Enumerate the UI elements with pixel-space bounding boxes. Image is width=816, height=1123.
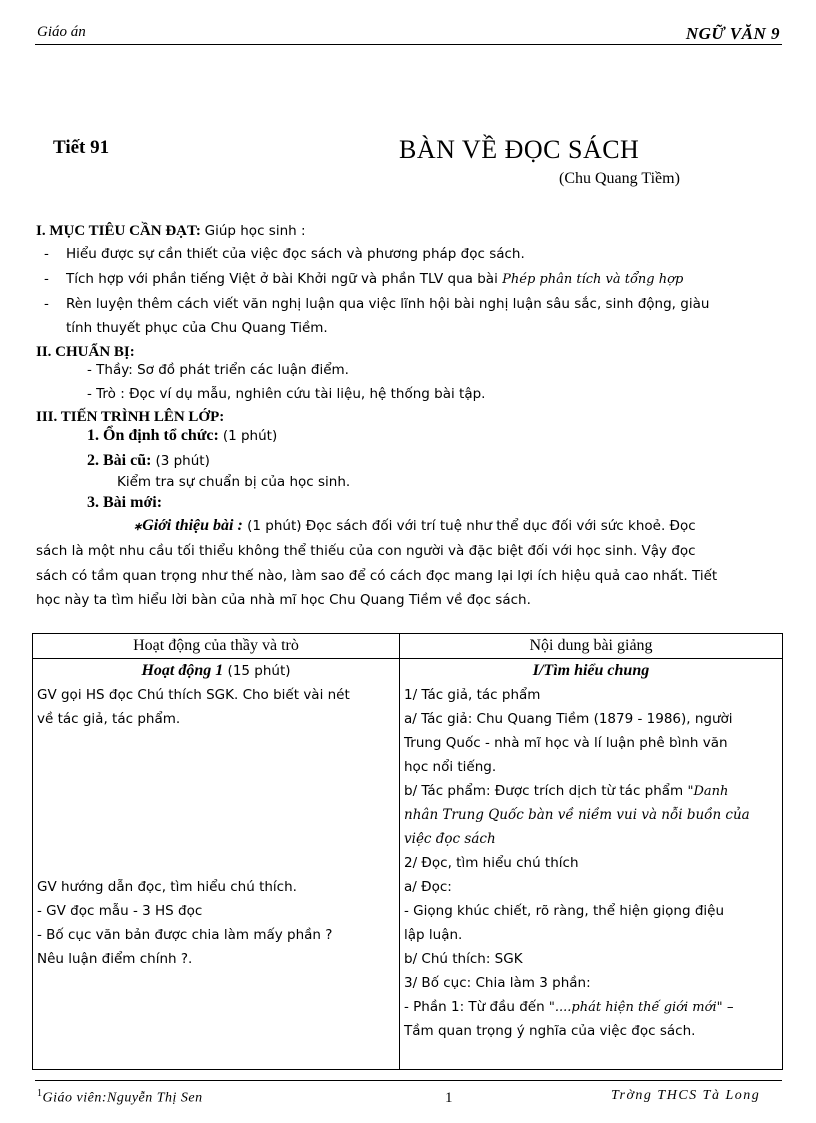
header-right: NGỮ VĂN 9 [685,24,780,43]
objective-item-text: Tích hợp với phần tiếng Việt ở bài Khởi ngữ và phần TLV qua bài [66,271,498,287]
content-line: 1/ Tác giả, tác phẩm [404,687,541,703]
intro-text: (1 phút) Đọc sách đối với trí tuệ như thể dục đối với sức khoẻ. Đọc [247,518,696,534]
step2-time: (3 phút) [155,453,210,469]
activity-line: Nêu luận điểm chính ?. [37,951,193,967]
objective-item [66,271,683,287]
step2-detail: Kiểm tra sự chuẩn bị của học sinh. [117,474,351,490]
lesson-number: Tiết 91 [53,137,110,158]
page-number: 1 [445,1090,453,1106]
header-left: Giáo án [37,24,86,40]
content-line: 2/ Đọc, tìm hiểu chú thích [404,855,579,871]
step2 [87,452,210,470]
step2-label: 2. Bài cũ: [87,452,152,469]
footer-teacher [37,1088,203,1107]
table-header-row [33,634,783,659]
content-line: 3/ Bố cục: Chia làm 3 phần: [404,975,591,991]
table-header-content: Nội dung bài giảng [400,634,783,659]
content-italic: "Danh [687,784,729,799]
activity-line: về tác giả, tác phẩm. [37,711,181,727]
intro-line [133,517,696,535]
content-line [404,783,728,799]
prep-student: - Trò : Đọc ví dụ mẫu, nghiên cứu tài liệu, hệ thống bài tập. [87,386,486,402]
footer-teacher-name: Giáo viên:Nguyễn Thị Sen [42,1090,203,1106]
intro-line: sách có tầm quan trọng như thế nào, làm sao để có cách đọc mang lại lợi ích hiệu quả cao nhất. Tiết [36,568,718,584]
objective-item-italic: Phép phân tích và tổng hợp [502,272,684,287]
footer-divider [35,1080,782,1081]
section2-heading: II. CHUẨN BỊ: [36,344,135,360]
content-line: học nổi tiếng. [404,759,497,775]
activity-heading [33,662,399,680]
content-text: - Phần 1: Từ đầu đến [404,999,545,1015]
activity-line: - Bố cục văn bản được chia làm mấy phần ? [37,927,333,943]
intro-line: học này ta tìm hiểu lời bàn của nhà mĩ học Chu Quang Tiềm về đọc sách. [36,592,531,608]
header-divider [35,44,782,45]
content-line [404,999,734,1015]
content-line: - Giọng khúc chiết, rõ ràng, thể hiện giọng điệu [404,903,725,919]
intro-label: Giới thiệu bài : [142,517,243,534]
bullet-dash: - [44,271,49,287]
content-line: lập luận. [404,927,463,943]
activity-line: - GV đọc mẫu - 3 HS đọc [37,903,203,919]
objective-item: Rèn luyện thêm cách viết văn nghị luận qua việc lĩnh hội bài nghị luận sâu sắc, sinh động, giàu [66,296,710,312]
step1 [87,427,277,445]
content-line-italic: việc đọc sách [404,831,496,847]
activity-line: GV gọi HS đọc Chú thích SGK. Cho biết vài nét [37,687,350,703]
step1-time: (1 phút) [222,428,278,444]
content-line: b/ Chú thích: SGK [404,951,523,967]
objective-item-continued: tính thuyết phục của Chu Quang Tiềm. [66,320,328,336]
content-text: b/ Tác phẩm: Được trích dịch từ tác phẩm [404,783,684,799]
section1-intro: Giúp học sinh : [204,223,306,239]
footer-school: Trờng THCS Tà Long [611,1088,761,1103]
table-header-activities: Hoạt động của thầy và trò [33,634,400,659]
bullet-dash: - [44,246,49,262]
content-italic: "....phát hiện thế giới mới" [548,1000,723,1015]
content-dash: – [722,999,734,1015]
objective-item: Hiểu được sự cần thiết của việc đọc sách và phương pháp đọc sách. [66,246,525,262]
section3-heading: III. TIẾN TRÌNH LÊN LỚP: [36,409,225,425]
lesson-table [32,633,783,1070]
table-row [33,659,783,1070]
activities-cell [33,659,400,1070]
content-line-italic: nhân Trung Quốc bàn về niềm vui và nỗi buồn của [404,807,750,823]
section1-heading [36,223,306,240]
prep-teacher: - Thầy: Sơ đồ phát triển các luận điểm. [87,362,349,378]
lesson-title: BÀN VỀ ĐỌC SÁCH [399,135,640,164]
content-line: a/ Tác giả: Chu Quang Tiềm (1879 - 1986), người [404,711,733,727]
section1-title: I. MỤC TIÊU CẦN ĐẠT: [36,223,201,239]
activity-title: Hoạt động 1 [141,662,224,679]
activity-time: (15 phút) [227,663,291,679]
intro-bullet: ∗ [133,521,143,533]
content-line: Tầm quan trọng ý nghĩa của việc đọc sách. [404,1023,696,1039]
content-line: Trung Quốc - nhà mĩ học và lí luận phê bình văn [404,735,728,751]
step1-label: 1. Ổn định tổ chức: [87,427,219,444]
content-cell [400,659,783,1070]
content-line: a/ Đọc: [404,879,452,895]
activity-line: GV hướng dẫn đọc, tìm hiểu chú thích. [37,879,297,895]
footnote-mark: 1 [37,1088,43,1099]
step3-label: 3. Bài mới: [87,494,163,511]
content-title: I/Tìm hiểu chung [532,662,650,679]
bullet-dash: - [44,296,49,312]
content-heading [400,662,782,680]
lesson-author: (Chu Quang Tiềm) [559,170,680,187]
intro-line: sách là một nhu cầu tối thiểu không thể thiếu của con người và đặc biệt đối với học sinh. Vậy đọc [36,543,696,559]
